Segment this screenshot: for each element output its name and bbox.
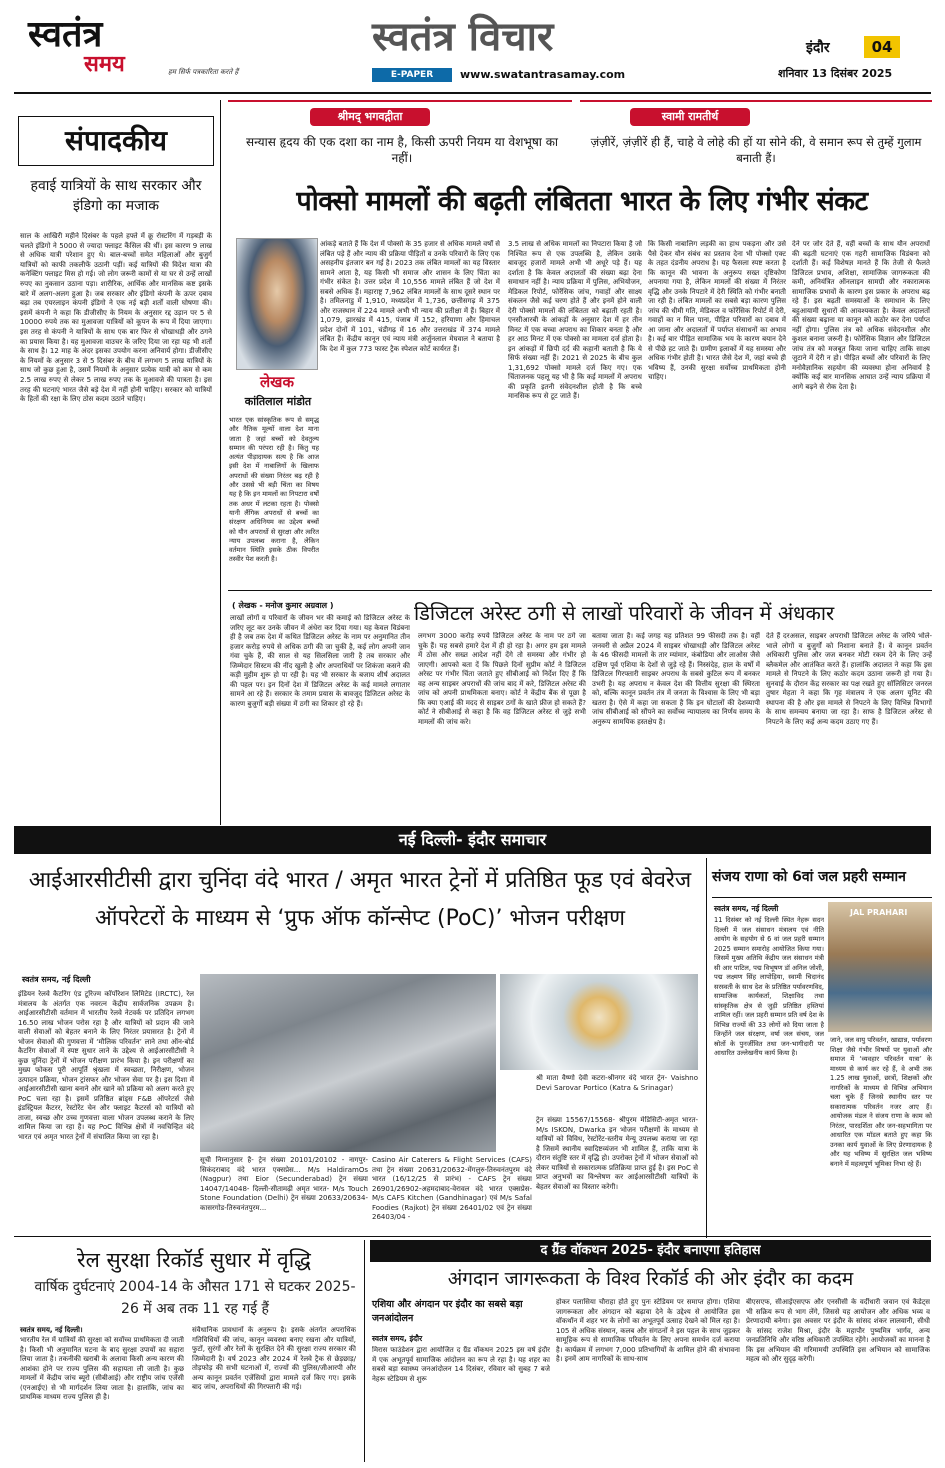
irctc-photo-caption: श्री माता वैष्णो देवी कटरा-श्रीनगर वंदे भारत ट्रेन- Vaishno Devi Sarovar Portico (Katra & Srinagar) [536, 1074, 698, 1092]
sanjay-award-photo [828, 902, 932, 1032]
tagline: हम सिर्फ पत्रकारिता करते हैं [168, 68, 239, 76]
irctc-list-c: ट्रेन संख्या 15567/15568- श्रीपुरम मेडिसिटी-अमृत भारत- M/s ISKON, Dwarka इन भोजन परीक्षणों के माध्यम से यात्रियों को विविध, रेस्टोरेंट-स्तरीय मेन्यू उपलब्ध कराया जा रहा है जिसमें स्थानीय स्वादिष्टव्यंजन भी शामिल हैं, ताकि यात्रा के दौरान संतुष्टि स्तर में वृद्धि हो। उपरोक्त ट्रेनों में भोजन सेवाओं को लेकर यात्रियों से सकारात्मक प्रतिक्रिया प्राप्त हुई है। इस PoC से प्राप्त अनुभवों का विश्लेषण कर आईआरसीटीसी यात्रियों के बेहतर सेवाओं का विस्तार करेगी। [536, 1116, 698, 1191]
author-name: कांतिलाल मांडोत [244, 395, 312, 408]
walkathon-col-2: होकर पलासिया चौराहा होते हुए पुनः स्टेडियम पर समाप्त होगा। एशिया जागरूकता और अंगदान को बढ़ावा देने के उद्देश्य से आयोजित इस वॉकथॉन में शहर भर के लोगों का अभूतपूर्व उत्साह देखने को मिल रहा है। 105 से अधिक संस्थान, कलब और संगठनों ने इस पहल के साथ जुड़कर सामूहिक रूप से सामाजिक परिवर्तन के लिए अपना समर्थन दर्ज कराया है। कार्यक्रम में लगभग 7,000 प्रतिभागियों के शामिल होने की संभावना है। इनमें आम नागरिकों के साथ-साथ [556, 1298, 740, 1363]
rail-body: भारतीय रेल में यात्रियों की सुरक्षा को सर्वोच्च प्राथमिकता दी जाती है। किसी भी अनुमानित घटना के बाद सुरक्षा उपायों का सहारा लिया जाता है। तकनीकी खराबी के अलावा किसी अन्य कारण की आशंका होने पर राज्य पुलिस की सहायता ली जाती है। कुछ मामलों में केंद्रीय जांच ब्यूरो (सीबीआई) और राष्ट्रीय जांच एजेंसी (एनआईए) से भी मार्गदर्शन लिया जाता है। हालांकि, जांच का प्राथमिक माध्यम राज्य पुलिस ही है। [20, 1336, 184, 1401]
lead-headline: पोक्सो मामलों की बढ़ती लंबितता भारत के लिए गंभीर संकट [296, 186, 868, 217]
website[interactable]: www.swatantrasamay.com [460, 68, 626, 81]
walkathon-headline: अंगदान जागरूकता के विश्व रिकॉर्ड की ओर इंदौर का कदम [447, 1268, 854, 1290]
lead-col-3: 3.5 लाख से अधिक मामलों का निपटारा किया है जो निश्चित रूप से एक उपलब्धि है, लेकिन उसके बावजूद हजारों मामले अभी भी अधूरे पड़े हैं। यह दर्शाता है कि केवल अदालतों की संख्या बढ़ा देना समाधान नहीं है। न्याय प्रक्रिया में पुलिस, अभियोजन, मेडिकल रिपोर्ट, फोरेंसिक जांच, गवाहों और साक्ष्य संकलन जैसे कई चरण होते हैं और इनमें होने वाली देरी पोक्सो मामलों की लंबितता को बढ़ाती रहती है। एनसीआरबी के आंकड़ों के अनुसार देश में हर तीन मिनट में एक बच्चा अपराध का शिकार बनता है और हर आठ मिनट में एक पोक्सो का मामला दर्ज होता है। इन आंकड़ों में छिपी दर्द की कहानी बताती है कि ये सिर्फ संख्या नहीं हैं। 2021 से 2025 के बीच कुल 1,31,692 पोक्सो मामले दर्ज किए गए। एक चिंताजनक पहलू यह भी है कि कई मामलों में अपराध की प्रकृति इतनी संवेदनशील होती है कि बच्चे मानसिक रूप से टूट जाते हैं। [508, 240, 642, 400]
quote-source-gita: श्रीमद् भगवद्गीता [310, 108, 430, 126]
second-col-3: बताया जाता है। कई जगह यह प्रतिशत 99 फीसदी तक है। वहीं जनवरी से अप्रैल 2024 में साइबर धोखाधड़ी और डिजिटल अरेस्ट के 46 फीसदी मामलों के तार म्यांमार, कंबोडिया और लाओस जैसे दक्षिण पूर्व एशिया के देशों से जुड़े रहे हैं। निस्संदेह, हाल के वर्षों में डिजिटल गिरफ्तारी साइबर अपराध के सबसे कुटिल रूप में बनकर उभरी है। यह अपराध न केवल देश की वित्तीय सुरक्षा की स्थिरता को, बल्कि कानून प्रवर्तन तंत्र में जनता के विश्वास के लिए भी बड़ा खतरा है। ऐसे में कहा जा सकता है कि इन घोटालों की देशव्यापी जांच सीबीआई को सौंपने का सर्वोच्च न्यायालय का निर्णय समय के अनुरूप सामयिक हस्तक्षेप है। [592, 632, 760, 726]
irctc-food-photo [500, 974, 698, 1070]
editorial-label-text: संपादकीय [65, 124, 167, 157]
quote-source-ramtirth: स्वामी रामतीर्थ [630, 108, 750, 126]
lead-col-5: देने पर जोर देते हैं, वहीं बच्चों के साथ यौन अपराधों की बढ़ती घटनाएं एक गहरी सामाजिक विडंबना को दर्शाती हैं। कई विशेषज्ञ मानते हैं कि तेजी से फैलते डिजिटल प्रभाव, अशिक्षा, सामाजिक जागरूकता की कमी, अनियंत्रित ऑनलाइन सामग्री और नकारात्मक सामाजिक प्रभावों के कारण इस प्रकार के अपराध बढ़ रहे हैं। इस बढ़ती समस्याओं के समाधान के लिए बहुआयामी सुधारों की आवश्यकता है। केवल अदालतों की संख्या बढ़ाना या कानून को कठोर कर देना पर्याप्त नहीं होगा। पुलिस तंत्र को अधिक संवेदनशील और कुशल बनाना जरूरी है। फोरेंसिक विज्ञान और डिजिटल जांच तंत्र को मजबूत किया जाना चाहिए ताकि साक्ष्य जुटाने में देरी न हो। पीड़ित बच्चों और परिवारों के लिए मनोवैज्ञानिक सहयोग की व्यवस्था होना अनिवार्य है क्योंकि कई बार मानसिक आघात उन्हें न्याय प्रक्रिया में आगे बढ़ने से रोक देता है। [792, 240, 930, 391]
walkathon-dateline: स्वतंत्र समय, इंदौर [372, 1334, 423, 1343]
walkathon-subhead: एशिया और अंगदान पर इंदौर का सबसे बड़ा जनआंदोलन [372, 1299, 523, 1324]
editorial-body: साल के आखिरी महीने दिसंबर के पहले हफ्ते में क्रू रोस्टरिंग में गड़बड़ी के चलते इंडिगो ने 5000 से ज्यादा फ्लाइट कैंसिल की थीं। इस कारण 9 लाख से अधिक यात्री परेशान हुए थे। बाल-बच्चों समेत महिलाओं और बुजुर्ग यात्रियों को काफी तकलीफें उठानी पड़ीं। कई यात्रियों की विदेश यात्रा की कनेक्टिंग फ्लाइट मिस हो गई। जो लोग जरूरी कामों से या घर से उन्हें लाखों रुपए का नुकसान उठाना पड़ा। शारीरिक, आर्थिक और मानसिक कष्ट इसके बारे में अलग-अलग हुआ है। जब सरकार और इंडिगो कंपनी के ऊपर दबाव बढ़ा तब एयरलाइन कंपनी इंडिगो ने एक नई बड़ी शर्तों वाली घोषणा की। इसमें कंपनी ने कहा कि डीजीसीए के नियम के अनुसार रद्द उड़ान पर 5 से 10000 रुपये तक का मुआवजा यात्रियों को कूपन के रूप में दिया जाएगा। इस तरह से कंपनी ने यात्रियों के साथ एक बार फिर से धोखाधड़ी और ठगने का प्रयास किया है। यह मुआवजा वाउचर के जरिए दिया जा रहा यह भी शर्तों के साथ है। 12 माह के अंदर इसका उपयोग करना अनिवार्य होगा। डीजीसीए के नियमों के अनुसार 3 से 5 दिसंबर के बीच में लगभग 5 लाख यात्रियों के साथ जो कुछ हुआ है, उसमें नियमों के अनुसार प्रत्येक यात्री को कम से कम 2.5 लाख रुपए से लेकर 5 लाख रुपए तक के मुआवजे की पात्रता है। इस तरह की घटनाएं भारत जैसे बड़े देश में नहीं होनी चाहिए। सरकार को यात्रियों के हितों की रक्षा के लिए ठोस कदम उठाने चाहिए। [20, 232, 212, 404]
editorial-headline: हवाई यात्रियों के साथ सरकार और इंडिगो का मजाक [30, 178, 202, 214]
quote-text-gita: सन्यास हृदय की एक दशा का नाम है, किसी ऊपरी नियम या वेशभूषा का नहीं। [245, 135, 559, 165]
bottom-section-rule [14, 1236, 931, 1237]
quote-box-ramtirth [580, 100, 932, 170]
second-col-2: लगभग 3000 करोड़ रुपये डिजिटल अरेस्ट के नाम पर ठगे जा चुके हैं। यह सबसे हमारे देश में ही हो रहा है। अगर हम इस मामले में ठोस और सख्त आदेश नहीं देंगे तो समस्या और गंभीर हो जाएगी। आपको बता दें कि पिछले दिनों सुप्रीम कोर्ट ने डिजिटल अरेस्ट पर गंभीर चिंता जताते हुए सीबीआई को निर्देश दिए हैं कि वह अन्य साइबर अपराधों की जांच बाद में करे, डिजिटल अरेस्ट की जांच को अपनी प्राथमिकता बनाए। कोर्ट ने केंद्रीय बैंक से पूछा है कि क्या एआई की मदद से साइबर ठगों के खाते फ्रीज हो सकते हैं? कोर्ट ने सीबीआई से कहा है कि वह डिजिटल अरेस्ट से जुड़े सभी मामलों की जांच करे। [418, 632, 586, 726]
walkathon-col-1: मिरास फाउंडेशन द्वारा आयोजित द ग्रैंड वॉकथन 2025 इस वर्ष इंदौर में एक अभूतपूर्व सामाजिक आंदोलन का रूप ले रहा है। यह शहर का सबसे बड़ा स्वास्थ्य जनआंदोलन 14 दिसंबर, रविवार को सुबह 7 बजे नेहरू स्टेडियम से शुरू [372, 1346, 550, 1383]
rail-headline: रेल सुरक्षा रिकॉर्ड सुधार में वृद्धि [77, 1248, 311, 1272]
issue-date: शनिवार 13 दिसंबर 2025 [778, 67, 893, 80]
author-label: लेखक [260, 373, 294, 391]
sanjay-body-2: जाने, जल वायु परिवर्तन, खाद्यान्न, पर्यावरण शिक्षा जैसे गंभीर विषयों पर युवाओं और समाज में ‘व्यवहार परिवर्तन यात्रा’ के माध्यम से कार्य कर रहे हैं, वे अभी तक 1.25 लाख युवाओं, छात्रों, शिक्षकों और नागरिकों के माध्यम से विभिन्न अभियान चला चुके हैं जिनसे स्थानीय स्तर पर सकारात्मक परिवर्तन नजर आए हैं। आयोजक मंडल ने संजय राणा के काम को निरंतर, पारदर्शिता और जन-सहभागिता पर आधारित एक मॉडल बताते हुए कहा कि उनका कार्य युवाओं के लिए प्रेरणादायक है और यह भविष्य में सुरक्षित जल भविष्य बनाने में महत्वपूर्ण भूमिका निभा रहे हैं। [830, 1036, 932, 1168]
award-banner-text: JAL PRAHARI [850, 908, 908, 917]
rail-body-2: संवैधानिक प्रावधानों के अनुरूप है। इसके अंतर्गत अपराधिक गतिविधियों की जांच, कानून व्यवस्था बनाए रखना और यात्रियों, फुटों, सुरंगों और रेलों के सुरक्षित देने की सुरक्षा राज्य सरकार की जिम्मेदारी है। वर्ष 2023 और 2024 में रेलवे ट्रैक से छेड़छाड़/तोड़फोड़ की सभी घटनाओं में, राज्यों की पुलिस/जीआरपी और अन्य कानून प्रवर्तन एजेंसियों द्वारा मामले दर्ज किए गए। इसके बाद जांच, अपराधियों की गिरफ्तारी की गई। [192, 1326, 356, 1391]
quote-text-ramtirth: ज़ंज़ीरें, ज़ंज़ीरें ही हैं, चाहे वे लोहे की हों या सोने की, वे समान रूप से तुम्हें गुलाम बनाती हैं। [590, 135, 922, 165]
logo-top: स्वतंत्र [28, 13, 103, 55]
rail-dateline: स्वतंत्र समय, नई दिल्ली। [20, 1326, 83, 1334]
logo-bottom: समय [84, 51, 125, 77]
walkathon-col-3: बीएसएफ, सीआईएसएफ और एनसीसी के वर्दीधारी जवान एवं कैडेट्स भी सक्रिय रूप से भाग लेंगे, जिससे यह आयोजन और अधिक भव्य व प्रेरणादायी बनेगा। इस अवसर पर इंदौर के सांसद शंकर लालवानी, सीधी के सांसद राजेश मिश्रा, इंदौर के महापौर पुष्यमित्र भार्गव, अन्य जनप्रतिनिधि और वरिष्ठ अधिकारी उपस्थित रहेंगे। आयोजकों का मानना है कि इस अभियान की गरिमामयी उपस्थिति इस अभियान को सामाजिक महत्व को और सुदृढ़ करेगी। [746, 1298, 930, 1363]
irctc-list-a: सूची निम्नानुसार है- ट्रेन संख्या 20101/20102 - नागपुर-सिकंदराबाद वंदे भारत एक्सप्रेस... M/s HaldiramOs (Nagpur) तथा Eior (Secunderabad) ट्रेन संख्या 14047/14048- दिल्ली-सीतामढ़ी अमृत भारत- M/s Touch Stone Foundation (Delhi) ट्रेन संख्या 20633/20634-कासरगोड-तिरुवनंतपुरम... [200, 1156, 368, 1212]
editorial-divider [220, 100, 221, 825]
irctc-body: इंडियन रेलवे कैटरिंग एंड टूरिज्म कॉर्पोरेशन लिमिटेड (IRCTC), रेल मंत्रालय के अंतर्गत एक नवरत्न केंद्रीय सार्वजनिक उपक्रम है। आईआरसीटीसी वर्तमान में भारतीय रेलवे नेटवर्क पर प्रतिदिन लगभग 16.50 लाख भोजन परोस रहा है और यात्रियों को प्रदान की जाने वाली सेवाओं को बेहतर बनाने के लिए निरंतर प्रयासरत है। ट्रेनों में भोजन सेवाओं की गुणवत्ता में ‘मौलिक परिवर्तन’ लाने तथा ऑन-बोर्ड कैटरिंग सेवाओं में स्पष्ट सुधार लाने के उद्देश्य से आईआरसीटीसी ने कुछ चुनिंदा ट्रेनों में भोजन परीक्षण प्रारंभ किया है। इन परीक्षणों का मुख्य फोकस पूरी आपूर्ति श्रृंखला में स्वच्छता, निरीक्षण, भोजन उत्पादन प्रक्रिया, भोजन ट्रांसफर और भोजन सेवा पर है। इस दिशा में आईआरसीटीसी खाना बनाने और खाने को प्रक्रिया को अलग करते हुए PoC चला रहा है। इसमें प्रतिष्ठित ब्रांड्स F&B ऑपरेटर्स जैसे इंडस्ट्रियल कैटरर, रेस्टोरेंट चेन और फ्लाइट कैटरर्स को यात्रियों को ताजा, स्वच्छ और उच्च गुणवत्ता वाला भोजन उपलब्ध कराने के लिए शामिल किया जा रहा है। यह PoC विभिन्न क्षेत्रों में नवचिन्हित वंदे भारत एवं अमृत भारत ट्रेनों में संचालित किया जा रहा है। [18, 990, 194, 1141]
epaper-label: E-PAPER [372, 68, 452, 82]
section-title: स्वतंत्र विचार [372, 13, 554, 60]
quote-box-gita [228, 100, 572, 170]
masthead-rule [14, 92, 931, 94]
second-headline: डिजिटल अरेस्ट ठगी से लाखों परिवारों के जीवन में अंधकार [414, 601, 835, 625]
news-section-bar: नई दिल्ली- इंदौर समाचार [14, 826, 931, 854]
rail-walkathon-divider [364, 1240, 365, 1462]
sanjay-body: 11 दिसंबर को नई दिल्ली स्थित नेहरू सदन दिल्ली में जल संसाधन मंत्रालय एवं नीति आयोग के सहयोग से 6 वां जल प्रहरी सम्मान 2025 सम्मान समारोह आयोजित किया गया। जिसमें मुख्य अतिथि केंद्रीय जल संसाधन मंत्री सी आर पाटिल, पद्म विभूषण डॉ अनिल जोशी, पद्म लक्ष्मण सिंह लापोड़िया, स्वामी चिदानंद सरस्वती के साथ देश के प्रतिष्ठित पर्यावरणविद, सामाजिक कार्यकर्ता, शिक्षाविद तथा सांस्कृतिक क्षेत्र से जुड़ी प्रतिष्ठित हस्तियां शामिल रहीं। जल प्रहरी सम्मान प्रति वर्ष देश के विभिन्न राज्यों की 33 लोगों को दिया जाता है जिन्होंने जल संरक्षण, वर्षा जल संचय, जल स्रोतों के पुनर्जीवित तथा जन-भागीदारी पर आधारित उल्लेखनीय कार्य किया है। [714, 916, 824, 1057]
irctc-list-b: Casino Air Caterers & Flight Services (CAFS) तथा ट्रेन संख्या 20631/20632-मेंगलुरु-तिरुवनंतपुरम वंदे भारत (16/12/25 से प्रारंभ) - CAFS ट्रेन संख्या 26901/26902-अहमदाबाद-वेरावल वंदे भारत एक्सप्रेस- M/s CAFS Kitchen (Gandhinagar) एवं M/s Safal Foodies (Rajkot) ट्रेन संख्या 26401/02 एवं ट्रेन संख्या 26403/04 - [372, 1156, 532, 1221]
second-col-4: देते हैं दरअसल, साइबर अपराधी डिजिटल अरेस्ट के जरिये भोले-भाले लोगों व बुजुर्गों को निशाना बनाते हैं। वे कानून प्रवर्तन अधिकारी पुलिस और जज बनकर मोटी रकम देने के लिए उन्हें ब्लैकमेल और आतंकित करते हैं। हालांकि अदालत ने कहा कि इस मामले से निपटने के लिए कठोर कदम उठाना जरूरी हो गया है। सुनवाई के दौरान केंद्र सरकार का पक्ष रखते हुए सॉलिसिटर जनरल तुषार मेहता ने कहा कि गृह मंत्रालय ने एक अलग यूनिट की स्थापना की है और इस मामले से निपटने के लिए विभिन्न विभागों के साथ समन्वय बनाया जा रहा है। साफ है डिजिटल अरेस्ट से निपटने के लिए कई अन्य कदम उठाए गए हैं। [766, 632, 932, 726]
second-byline: ( लेखक - मनोज कुमार अग्रवाल ) [232, 601, 334, 610]
irctc-kitchen-photo [200, 974, 496, 1152]
second-col-1: लाखों लोगों व परिवारों के जीवन भर की कमाई को डिजिटल अरेस्ट के जरिए लूट कर उनके जीवन में अंधेरा कर दिया गया। यह केवल विडंबना ही है जब तक देश में कथित डिजिटल अरेस्ट के नाम पर अनुमानित तीन हजार करोड़ रुपये से अधिक ठगी की जा चुकी है, कई लोग अपनी जान गंवा चुके हैं, की साल से यह सिलसिला जारी है तब सरकार और जिम्मेदार सिस्टम की नींद खुली है और अपराधियों पर शिकंजा कसने की कड़ी मुहीम शुरू हो पा रही है। यह भी सरकार के बजाय शीर्ष अदालत की पहल पर। इन दिनों देश में डिजिटल अरेस्ट के कई मामले लगातार सामने आ रहे हैं। सरकार के तमाम प्रयास के बावजूद डिजिटल अरेस्ट के कारण बुजुर्गों बड़ी संख्या में ठगी का शिकार हो रहे हैं। [230, 614, 410, 708]
lead-bottom-rule [228, 590, 932, 591]
sanjay-dateline: स्वतंत्र समय, नई दिल्ली [714, 904, 779, 913]
sanjay-headline-box [712, 858, 932, 898]
lead-col-2: आंकड़े बताते हैं कि देश में पोक्सो के 35 हजार से अधिक मामले वर्षों से लंबित पड़े हैं और न्याय की प्रक्रिया पीड़ितों व उनके परिवारों के लिए एक असहनीय इंतजार बन गई है। 2023 तक लंबित मामलों का यह विस्तार सामने आता है, यह किसी भी समाज और शासन के लिए चिंता का गंभीर संकेत है। उत्तर प्रदेश में 10,556 मामले लंबित हैं जो देश में सबसे अधिक हैं। महाराष्ट्र 7,962 लंबित मामलों के साथ दूसरे स्थान पर है। तमिलनाडु में 1,910, मध्यप्रदेश में 1,736, छत्तीसगढ़ में 375 और राजस्थान में 224 मामले अभी भी न्याय की प्रतीक्षा में हैं। बिहार में 1,079, झारखंड में 415, पंजाब में 152, हरियाणा और हिमाचल प्रदेश दोनों में 101, चंडीगढ़ में 16 और उत्तराखंड में 374 मामले लंबित हैं। केंद्रीय कानून एवं न्याय मंत्री अर्जुनलाल मेघवाल ने बताया है कि देश में कुल 773 फास्ट ट्रैक स्पेशल कोर्ट कार्यरत हैं। [320, 240, 500, 353]
author-photo [236, 238, 318, 370]
city-label: इंदौर [806, 40, 830, 56]
rail-subhead: वार्षिक दुर्घटनाएं 2004-14 के औसत 171 से घटकर 2025-26 में अब तक 11 रह गई हैं [34, 1279, 356, 1317]
page-number: 04 [864, 36, 900, 58]
masthead [0, 0, 945, 92]
irctc-headline: आईआरसीटीसी द्वारा चुनिंदा वंदे भारत / अमृत भारत ट्रेनों में प्रतिष्ठित फूड एवं बेवरेज ऑपरेटरों के माध्यम से ‘प्रुफ ऑफ कॉन्सेप्ट (PoC)’ भोजन परीक्षण [28, 868, 692, 931]
lead-col-4: कि किसी नाबालिग लड़की का हाथ पकड़ना और उसे पैसे देकर यौन संबंध का प्रस्ताव देना भी पोक्सो एक्ट के तहत दंडनीय अपराध है। यह फैसला स्पष्ट करता है कि कानून की भावना के अनुरूप सख्त दृष्टिकोण अपनाया गया है, लेकिन मामलों की संख्या में निरंतर वृद्धि और उनके निपटारे में देरी स्थिति को गंभीर बनाती जा रही है। लंबित मामलों का सबसे बड़ा कारण पुलिस जांच की धीमी गति, मेडिकल व फोरेंसिक रिपोर्ट में देरी, गवाहों का न मिल पाना, पीड़ित परिवारों का दबाव में आ जाना और अदालतों में पर्याप्त संसाधनों का अभाव है। कई बार पीड़ित सामाजिक भय के कारण बयान देने से पीछे हट जाते हैं। ग्रामीण इलाकों में यह समस्या और अधिक गंभीर होती है। भारत जैसे देश में, जहां बच्चे ही भविष्य हैं, उनकी सुरक्षा सर्वोच्च प्राथमिकता होनी चाहिए। [648, 240, 786, 381]
irctc-dateline: स्वतंत्र समय, नई दिल्ली [22, 975, 91, 984]
sanjay-headline: संजय राणा को 6वां जल प्रहरी सम्मान [712, 869, 906, 885]
walkathon-banner: द ग्रैंड वॉकथन 2025- इंदौर बनाएगा इतिहास [370, 1240, 931, 1262]
lead-col-1: भारत एक सांस्कृतिक रूप से समृद्ध और नैतिक मूल्यों वाला देश माना जाता है जहां बच्चों को देवतुल्य सम्मान की परंपरा रही है। किंतु यह अत्यंत पीड़ादायक सत्य है कि आज इसी देश में नाबालिगों के खिलाफ अपराधों की संख्या निरंतर बढ़ रही है और उससे भी बड़ी चिंता का विषय यह है कि इन मामलों का निपटारा वर्षों तक अधर में लटका रहता है। पोक्सो यानी लैंगिक अपराधों से बच्चों का संरक्षण अधिनियम का उद्देश्य बच्चों को यौन अपराधों से सुरक्षा और त्वरित न्याय उपलब्ध कराना है, लेकिन वर्तमान स्थिति इसके ठीक विपरीत तस्वीर पेश करती है। [229, 416, 319, 564]
editorial-label [18, 116, 214, 166]
irctc-sanjay-divider [706, 858, 707, 1238]
